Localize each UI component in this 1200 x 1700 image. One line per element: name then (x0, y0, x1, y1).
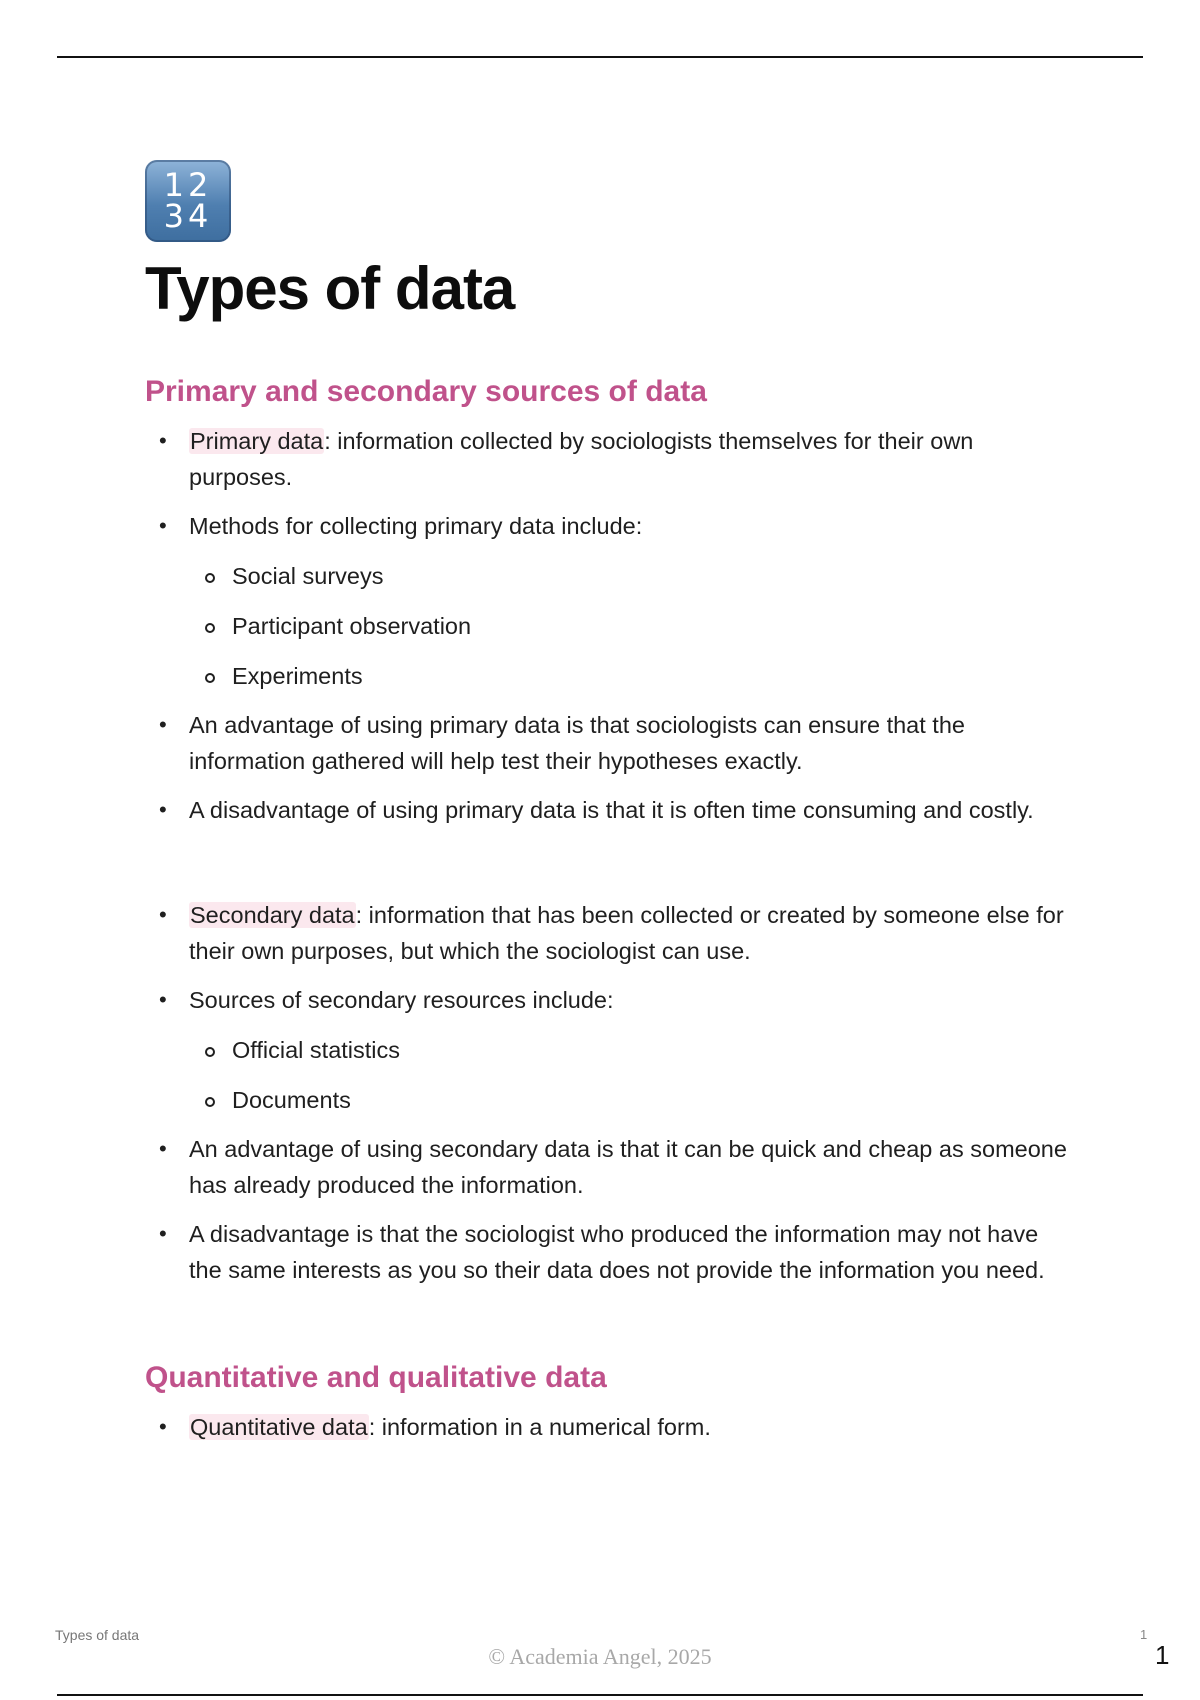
sub-list-item: Social surveys (145, 558, 1075, 594)
sub-list-item: Participant observation (145, 608, 1075, 644)
term-highlight: Secondary data (190, 902, 355, 928)
page-title: Types of data (145, 255, 515, 322)
page-number: 1 (1155, 1640, 1170, 1670)
section-heading-primary-secondary: Primary and secondary sources of data (145, 375, 707, 408)
list-item (145, 423, 1075, 495)
list-item (145, 982, 1075, 1018)
list-item (145, 1216, 1075, 1288)
list-item (145, 508, 1075, 544)
list-item (145, 1409, 1075, 1445)
quantitative-qualitative-list (145, 1409, 1075, 1445)
spacer (145, 828, 1075, 884)
list-item (145, 897, 1075, 969)
list-item-text: A disadvantage of using primary data is that it is often time consuming and costly. (189, 797, 1034, 823)
icon-row-2: 34 (163, 197, 213, 235)
icon-row-1: 12 (163, 166, 213, 204)
secondary-list (145, 897, 1075, 1288)
footer-copyright: © Academia Angel, 2025 (488, 1644, 712, 1669)
top-rule (57, 56, 1143, 58)
input-numbers-icon (145, 160, 231, 242)
term-highlight: Primary data (190, 428, 324, 454)
list-item-text: Methods for collecting primary data include: (189, 513, 643, 539)
list-item-text: : information that has been collected or created by someone else for their own purposes, but which the sociologist can use. (189, 902, 1064, 964)
footer-doc-title: Types of data (55, 1627, 140, 1643)
bottom-rule (57, 1694, 1143, 1696)
document-body (145, 160, 1075, 1445)
list-item-text: An advantage of using primary data is that sociologists can ensure that the information gathered will help test their hypotheses exactly. (189, 712, 965, 774)
sub-list-item: Official statistics (145, 1032, 1075, 1068)
footer-page-marker: 1 (1140, 1627, 1148, 1642)
sub-list-item: Experiments (145, 658, 1075, 694)
section-heading-quantitative-qualitative: Quantitative and qualitative data (145, 1361, 607, 1394)
list-item-text: Sources of secondary resources include: (189, 987, 614, 1013)
term-highlight: Quantitative data (190, 1414, 368, 1440)
list-item-text: : information collected by sociologists themselves for their own purposes. (189, 428, 974, 490)
list-item-text: : information in a numerical form. (368, 1414, 711, 1440)
list-item-text: An advantage of using secondary data is that it can be quick and cheap as someone has already produced the information. (189, 1136, 1067, 1198)
list-item (145, 792, 1075, 828)
primary-secondary-list (145, 423, 1075, 828)
list-item (145, 707, 1075, 779)
list-item (145, 1131, 1075, 1203)
sub-list-item: Documents (145, 1082, 1075, 1118)
list-item-text: A disadvantage is that the sociologist who produced the information may not have the same interests as you so their data does not provide the information you need. (189, 1221, 1045, 1283)
